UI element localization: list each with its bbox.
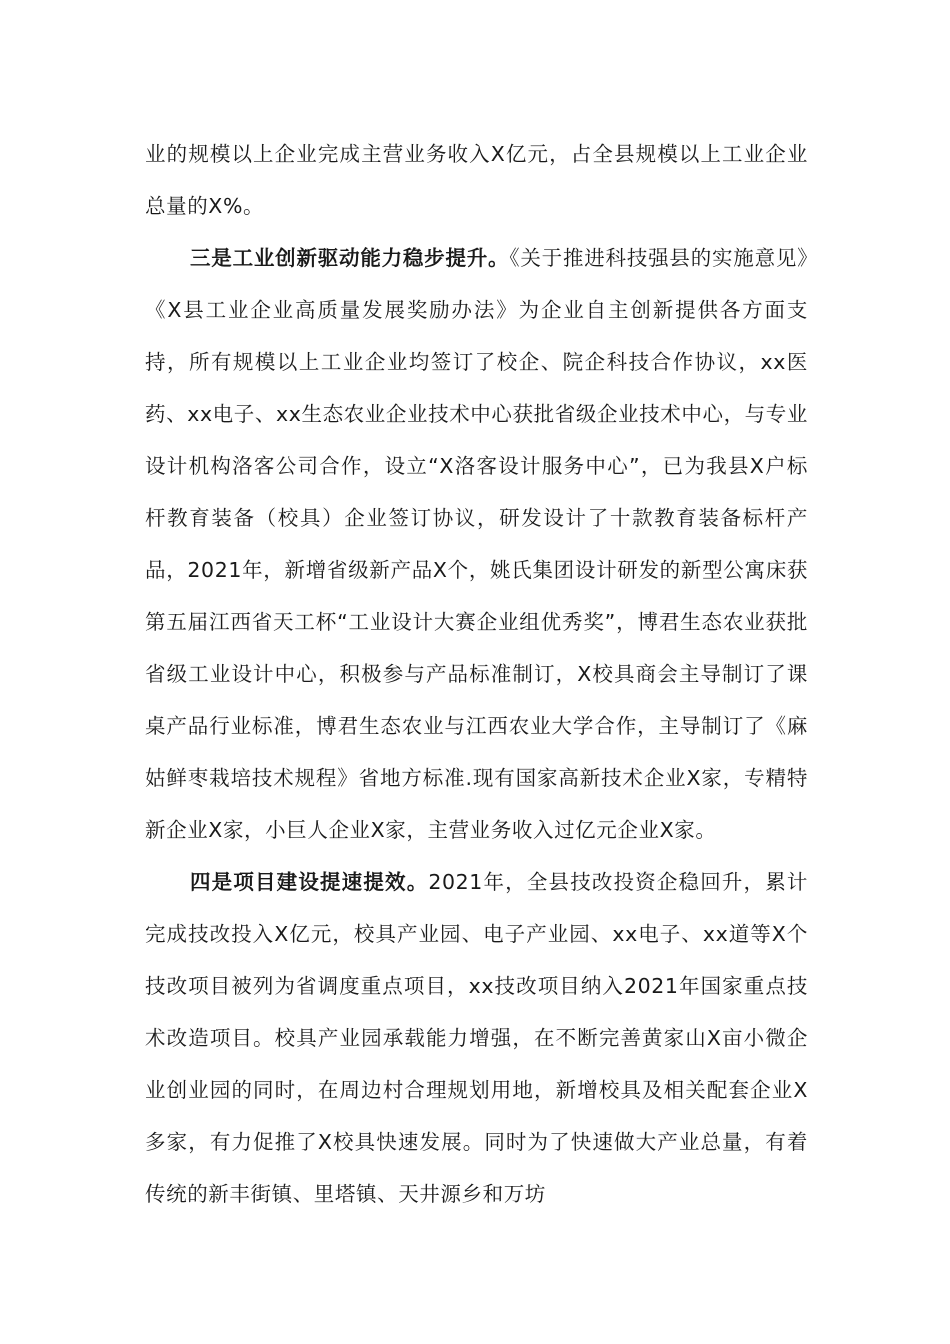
paragraph-text: 《关于推进科技强县的实施意见》《X县工业企业高质量发展奖励办法》为企业自主创新提供各方面支持，所有规模以上工业企业均签订了校企、院企科技合作协议，xx医药、xx电子、xx生态农业企业技术中心获批省级企业技术中心，与专业设计机构洛客公司合作，设立“X洛客设计服务中心”，已为我县X户标杆教育装备（校具）企业签订协议，研发设计了十款教育装备标杆产品，2021年，新增省级新产品X个，姚氏集团设计研发的新型公寓床获第五届江西省天工杯“工业设计大赛企业组优秀奖”，博君生态农业获批省级工业设计中心，积极参与产品标准制订，X校具商会主导制订了课桌产品行业标准，博君生态农业与江西农业大学合作，主导制订了《麻姑鲜枣栽培技术规程》省地方标准.现有国家高新技术企业X家，专精特新企业X家，小巨人企业X家，主营业务收入过亿元企业X家。 [145, 246, 808, 842]
paragraph-lead-heading: 三是工业创新驱动能力稳步提升。 [190, 246, 510, 270]
document-body [145, 128, 808, 1220]
paragraph-innovation [145, 232, 808, 856]
paragraph-text: 业的规模以上企业完成主营业务收入X亿元，占全县规模以上工业企业总量的X%。 [145, 142, 808, 218]
paragraph-continuation [145, 128, 808, 232]
paragraph-projects [145, 856, 808, 1220]
paragraph-lead-heading: 四是项目建设提速提效。 [190, 870, 429, 894]
paragraph-text: 2021年，全县技改投资企稳回升，累计完成技改投入X亿元，校具产业园、电子产业园、xx电子、xx道等X个技改项目被列为省调度重点项目，xx技改项目纳入2021年国家重点技术改造项目。校具产业园承载能力增强，在不断完善黄家山X亩小微企业创业园的同时，在周边村合理规划用地，新增校具及相关配套企业X多家，有力促推了X校具快速发展。同时为了快速做大产业总量，有着传统的新丰街镇、里塔镇、天井源乡和万坊 [145, 870, 808, 1206]
